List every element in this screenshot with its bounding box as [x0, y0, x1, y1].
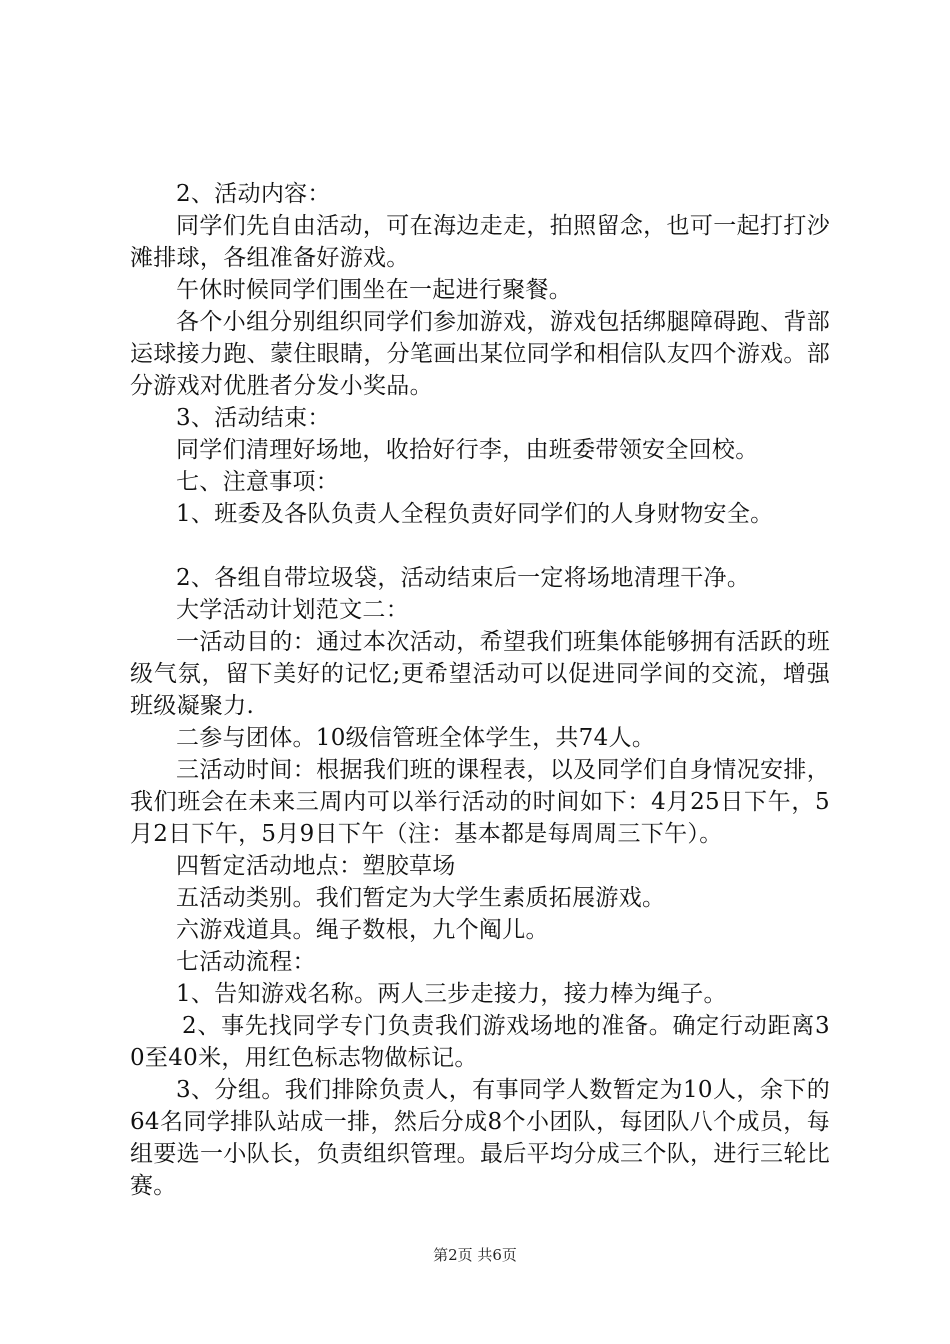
paragraph: 同学们清理好场地，收拾好行李，由班委带领安全回校。	[176, 437, 759, 463]
paragraph: 同学们先自由活动，可在海边走走，拍照留念，也可一起打打沙滩排球，各组准备好游戏。	[130, 213, 830, 271]
paragraph: 六游戏道具。绳子数根，九个阄儿。	[176, 917, 549, 943]
document-body	[130, 178, 830, 1202]
paragraph: 三活动时间：根据我们班的课程表，以及同学们自身情况安排，我们班会在未来三周内可以举行活动的时间如下：4月25日下午，5月2日下午，5月9日下午（注：基本都是每周周三下午）。	[130, 757, 830, 847]
paragraph: 3、活动结束：	[176, 405, 331, 431]
paragraph-gap	[130, 530, 830, 562]
section-heading: 七、注意事项：	[176, 469, 340, 495]
page-number-footer: 第2页 共6页	[433, 1246, 517, 1264]
paragraph: 2、各组自带垃圾袋，活动结束后一定将场地清理干净。	[176, 565, 751, 591]
paragraph: 1、告知游戏名称。两人三步走接力，接力棒为绳子。	[176, 981, 727, 1007]
paragraph: 一活动目的：通过本次活动，希望我们班集体能够拥有活跃的班级气氛，留下美好的记忆;更希望活动可以促进同学间的交流，增强班级凝聚力.	[130, 629, 830, 719]
paragraph: 二参与团体。10级信管班全体学生，共74人。	[176, 725, 656, 751]
paragraph: 3、分组。我们排除负责人，有事同学人数暂定为10人，余下的64名同学排队站成一排，然后分成8个小团队，每团队八个成员，每组要选一小队长，负责组织管理。最后平均分成三个队，进行三轮比赛。	[130, 1077, 830, 1199]
paragraph: 午休时候同学们围坐在一起进行聚餐。	[176, 277, 573, 303]
paragraph: 五活动类别。我们暂定为大学生素质拓展游戏。	[176, 885, 666, 911]
paragraph: 2、活动内容：	[176, 181, 331, 207]
paragraph: 2、事先找同学专门负责我们游戏场地的准备。确定行动距离30至40米，用红色标志物做标记。	[130, 1013, 830, 1071]
section-heading: 七活动流程：	[176, 949, 316, 975]
paragraph: 1、班委及各队负责人全程负责好同学们的人身财物安全。	[176, 501, 774, 527]
paragraph: 四暂定活动地点：塑胶草场	[176, 853, 456, 879]
section-heading: 大学活动计划范文二：	[176, 597, 409, 623]
paragraph: 各个小组分别组织同学们参加游戏，游戏包括绑腿障碍跑、背部运球接力跑、蒙住眼睛，分笔画出某位同学和相信队友四个游戏。部分游戏对优胜者分发小奖品。	[130, 309, 830, 399]
